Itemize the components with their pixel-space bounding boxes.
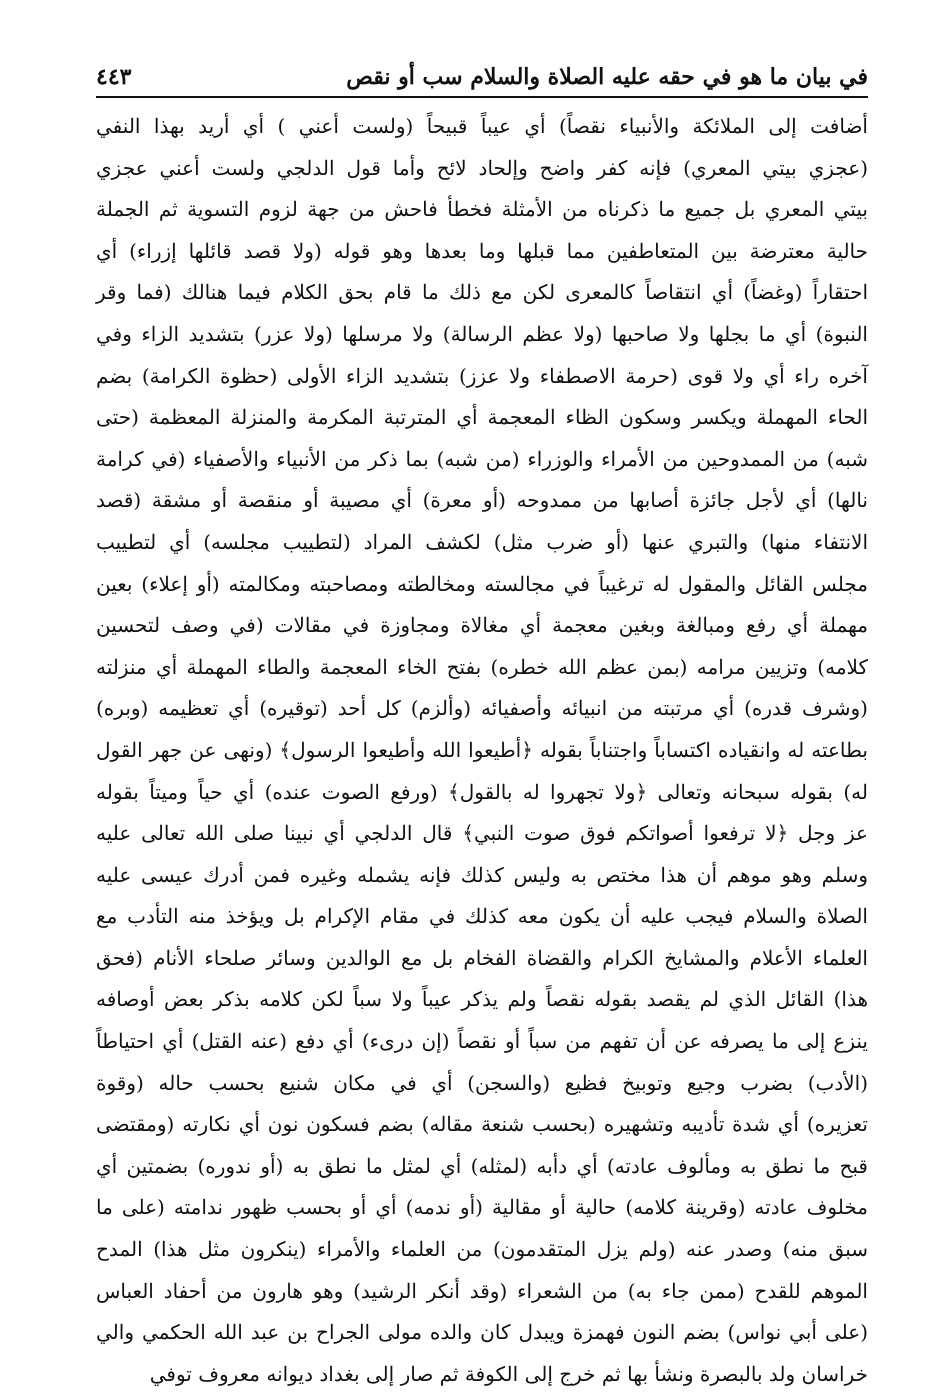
text-line: (الأدب) بضرب وجيع وتوبيخ فظيع (والسجن) أي في مكان شنيع بحسب حاله (وقوة xyxy=(96,1070,868,1095)
text-line: له) بقوله سبحانه وتعالى ﴿ولا تجهروا له بالقول﴾ (ورفع الصوت عنده) أي حياً وميتاً بقوله xyxy=(96,779,868,804)
text-line: شبه) من الممدوحين من الأمراء والوزراء (من شبه) بما ذكر من الأنبياء والأصفياء (في كرامة xyxy=(96,446,868,471)
text-line: أضافت إلى الملائكة والأنبياء نقصاً) أي عيباً قبيحاً (ولست أعني ) أي أريد بهذا النفي xyxy=(96,114,868,138)
text-line: بيتي المعري بل جميع ما ذكرناه من الأمثلة فخطأ فاحش من جهة لزوم التسوية ثم الجملة xyxy=(96,197,869,222)
text-line: خراسان ولد بالبصرة ونشأ بها ثم خرج إلى الكوفة ثم صار إلى بغداد ديوانه معروف توفي xyxy=(149,1361,868,1386)
text-line: احتقاراً (وغضاً) أي انتقاصاً كالمعرى لكن مع ذلك ما قام بحق الكلام فيما هنالك (فما وقر xyxy=(96,280,869,305)
text-line: مخلوف عادته (وقرينة كلامه) حالية أو مقالية (أو ندمه) أي أو بحسب ظهور ندامته (على ما xyxy=(96,1195,868,1220)
page-number: ٤٤٣ xyxy=(96,63,132,90)
text-line: العلماء الأعلام والمشايخ الكرام والقضاة الفخام بل مع الوالدين وسائر صلحاء الأنام (فحق xyxy=(96,945,868,970)
text-line: الموهم للقدح (ممن جاء به) من الشعراء (وقد أنكر الرشيد) وهو هارون من أحفاد العباس xyxy=(96,1278,868,1303)
text-line: مهملة أي رفع ومبالغة وبغين معجمة أي مغالاة ومجاوزة في مقالات (في وصف لتحسين xyxy=(96,613,868,638)
text-line: ينزع إلى ما يصرفه عن أن تفهم من سباً أو نقصاً (إن درىء) أي دفع (عنه القتل) أي احتياطاً xyxy=(96,1029,868,1054)
text-line: الانتفاء منها) والتبري عنها (أو ضرب مثل) لكشف المراد (لتطييب مجلسه) أي لتطييب xyxy=(96,529,868,554)
text-line: (وشرف قدره) أي مرتبته من انبيائه وأصفيائه (وألزم) كل أحد (توقيره) أي تعظيمه (وبره) xyxy=(96,696,868,721)
body-text xyxy=(96,106,869,1386)
text-line: كلامه) وتزيين مرامه (بمن عظم الله خطره) بفتح الخاء المعجمة والطاء المهملة أي منزلته xyxy=(96,654,868,679)
text-line: مجلس القائل والمقول له ترغيباً في مجالسته ومخالطته ومصاحبته ومكالمته (أو إعلاء) بعين xyxy=(96,571,868,596)
text-line: الصلاة والسلام فيجب عليه أن يكون معه كذلك في مقام الإكرام بل ويؤخذ منه التأدب مع xyxy=(96,904,868,929)
text-line: حالية معترضة بين المتعاطفين مما قبلها وما بعدها وهو قوله (ولا قصد قائلها إزراء) أي xyxy=(96,238,868,263)
text-line: تعزيره) أي شدة تأديبه وتشهيره (بحسب شنعة مقاله) بضم فسكون نون أي نكارته (ومقتضى xyxy=(96,1112,868,1137)
text-line: نالها) أي لأجل جائزة أصابها من ممدوحه (أو معرة) أي مصيبة أو منقصة أو مشقة (قصد xyxy=(96,488,869,513)
text-line: بطاعته له وانقياده اكتساباً واجتناباً بقوله ﴿أطيعوا الله وأطيعوا الرسول﴾ (ونهى عن جهر القول xyxy=(96,737,868,762)
text-line: آخره راء أي ولا قوى (حرمة الاصطفاء ولا عزز) بتشديد الزاء الأولى (حظوة الكرامة) بضم xyxy=(96,363,868,388)
text-line: الحاء المهملة ويكسر وسكون الظاء المعجمة أي المترتبة المكرمة والمنزلة المعظمة (حتى xyxy=(96,405,868,430)
page-header xyxy=(96,42,868,98)
text-line: (على أبي نواس) بضم النون فهمزة ويبدل كان والده مولى الجراح بن عبد الله الحكمي والي xyxy=(96,1320,868,1345)
text-line: (عجزي بيتي المعري) فإنه كفر واضح وإلحاد لائح وأما قول الدلجي ولست أعني عجزي xyxy=(96,155,868,180)
text-line: قبح ما نطق به ومألوف عادته) أي دأبه (لمثله) أي لمثل ما نطق به (أو ندوره) بضمتين أي xyxy=(96,1153,868,1178)
text-line: عز وجل ﴿لا ترفعوا أصواتكم فوق صوت النبي﴾ قال الدلجي أي نبينا صلى الله تعالى عليه xyxy=(96,821,868,846)
text-line: النبوة) أي ما بجلها ولا صاحبها (ولا عظم الرسالة) ولا مرسلها (ولا عزر) بتشديد الزاء وفي xyxy=(96,321,868,346)
text-line: هذا) القائل الذي لم يقصد بقوله نقصاً ولم يذكر عيباً ولا سباً لكن كلامه بذكر بعض أوصافه xyxy=(96,987,868,1012)
text-line: سبق منه) وصدر عنه (ولم يزل المتقدمون) من العلماء والأمراء (ينكرون مثل هذا) المدح xyxy=(96,1237,868,1262)
running-title: في بيان ما هو في حقه عليه الصلاة والسلام سب أو نقص xyxy=(346,63,868,90)
text-line: وسلم وهو موهم أن هذا مختص به وليس كذلك فإنه يشمله وغيره فمن أدرك عيسى عليه xyxy=(96,862,868,887)
